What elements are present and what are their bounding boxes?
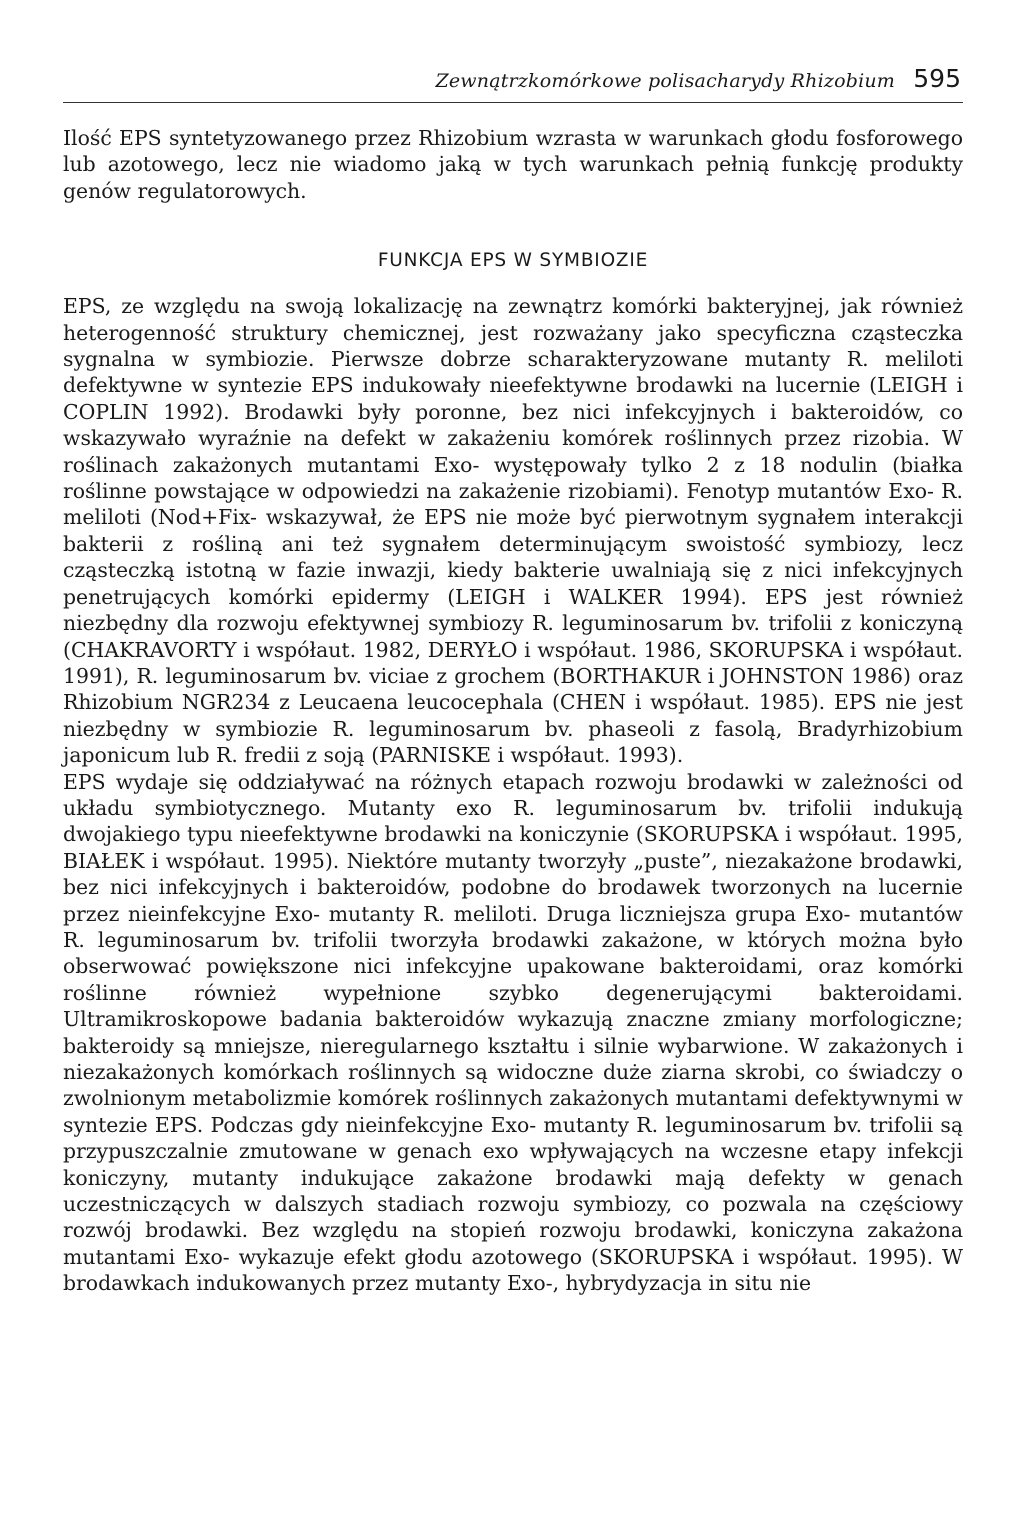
page-number: 595 [913,64,961,93]
paragraph-3: EPS wydaje się oddziaływać na różnych etapach rozwoju brodawki w zależności od układu symbiotycznego. Mutanty exo R. leguminosarum bv. trifolii indukują dwojakiego typu nieefektywne brodawki na koniczynie (SKORUPSKA i współaut. 1995, BIAŁEK i współaut. 1995). Niektóre mutanty tworzyły „puste”, niezakażone brodawki, bez nici infekcyjnych i bakteroidów, podobne do brodawek tworzonych na lucernie przez nieinfekcyjne Exo- mutanty R. meliloti. Druga liczniejsza grupa Exo- mutantów R. leguminosarum bv. trifolii tworzyła brodawki zakażone, w których można było obserwować powiększone nici infekcyjne upakowane bakteroidami, oraz komórki roślinne również wypełnione szybko degenerującymi bakteroidami. Ultramikroskopowe badania bakteroidów wykazują znaczne zmiany morfologiczne; bakteroidy są mniejsze, nieregularnego kształtu i silnie wybarwione. W zakażonych i niezakażonych komórkach roślinnych są widoczne duże ziarna skrobi, co świadczy o zwolnionym metabolizmie komórek roślinnych zakażonych mutantami defektywnymi w syntezie EPS. Podczas gdy nieinfekcyjne Exo- mutanty R. leguminosarum bv. trifolii są przypuszczalnie zmutowane w genach exo wpływających na wczesne etapy infekcji koniczyny, mutanty indukujące zakażone brodawki mają defekty w genach uczestniczących w dalszych stadiach rozwoju symbiozy, co pozwala na częściowy rozwój brodawki. Bez względu na stopień rozwoju brodawki, koniczyna zakażona mutantami Exo- wykazuje efekt głodu azotowego (SKORUPSKA i współaut. 1995). W brodawkach indukowanych przez mutanty Exo-, hybrydyzacja in situ nie [63,769,963,1296]
section-heading: FUNKCJA EPS W SYMBIOZIE [377,250,649,272]
running-head-title: Zewnątrzkomórkowe polisacharydy Rhizobium [435,70,895,92]
running-head [63,62,963,103]
paragraph-2: EPS, ze względu na swoją lokalizację na zewnątrz komórki bakteryjnej, jak również heterogenność struktury chemicznej, jest rozważany jako specyficzna cząsteczka sygnalna w symbiozie. Pierwsze dobrze scharakteryzowane mutanty R. meliloti defektywne w syntezie EPS indukowały nieefektywne brodawki na lucernie (LEIGH i COPLIN 1992). Brodawki były poronne, bez nici infekcyjnych i bakteroidów, co wskazywało wyraźnie na defekt w zakażeniu komórek roślinnych przez rizobia. W roślinach zakażonych mutantami Exo- występowały tylko 2 z 18 nodulin (białka roślinne powstające w odpowiedzi na zakażenie rizobiami). Fenotyp mutantów Exo- R. meliloti (Nod+Fix- wskazywał, że EPS nie może być pierwotnym sygnałem interakcji bakterii z rośliną ani też sygnałem determinującym swoistość symbiozy, lecz cząsteczką istotną w fazie inwazji, kiedy bakterie uwalniają się z nici infekcyjnych penetrujących komórki epidermy (LEIGH i WALKER 1994). EPS jest również niezbędny dla rozwoju efektywnej symbiozy R. leguminosarum bv. trifolii z koniczyną (CHAKRAVORTY i współaut. 1982, DERYŁO i współaut. 1986, SKORUPSKA i współaut. 1991), R. leguminosarum bv. viciae z grochem (BORTHAKUR i JOHNSTON 1986) oraz Rhizobium NGR234 z Leucaena leucocephala (CHEN i współaut. 1985). EPS nie jest niezbędny w symbiozie R. leguminosarum bv. phaseoli z fasolą, Bradyrhizobium japonicum lub R. fredii z soją (PARNISKE i współaut. 1993). [63,294,963,768]
document-page [63,62,963,1297]
paragraph-1: Ilość EPS syntetyzowanego przez Rhizobium wzrasta w warunkach głodu fosforowego lub azotowego, lecz nie wiadomo jaką w tych warunkach pełnią funkcję produkty genów regulatorowych. [63,126,963,203]
